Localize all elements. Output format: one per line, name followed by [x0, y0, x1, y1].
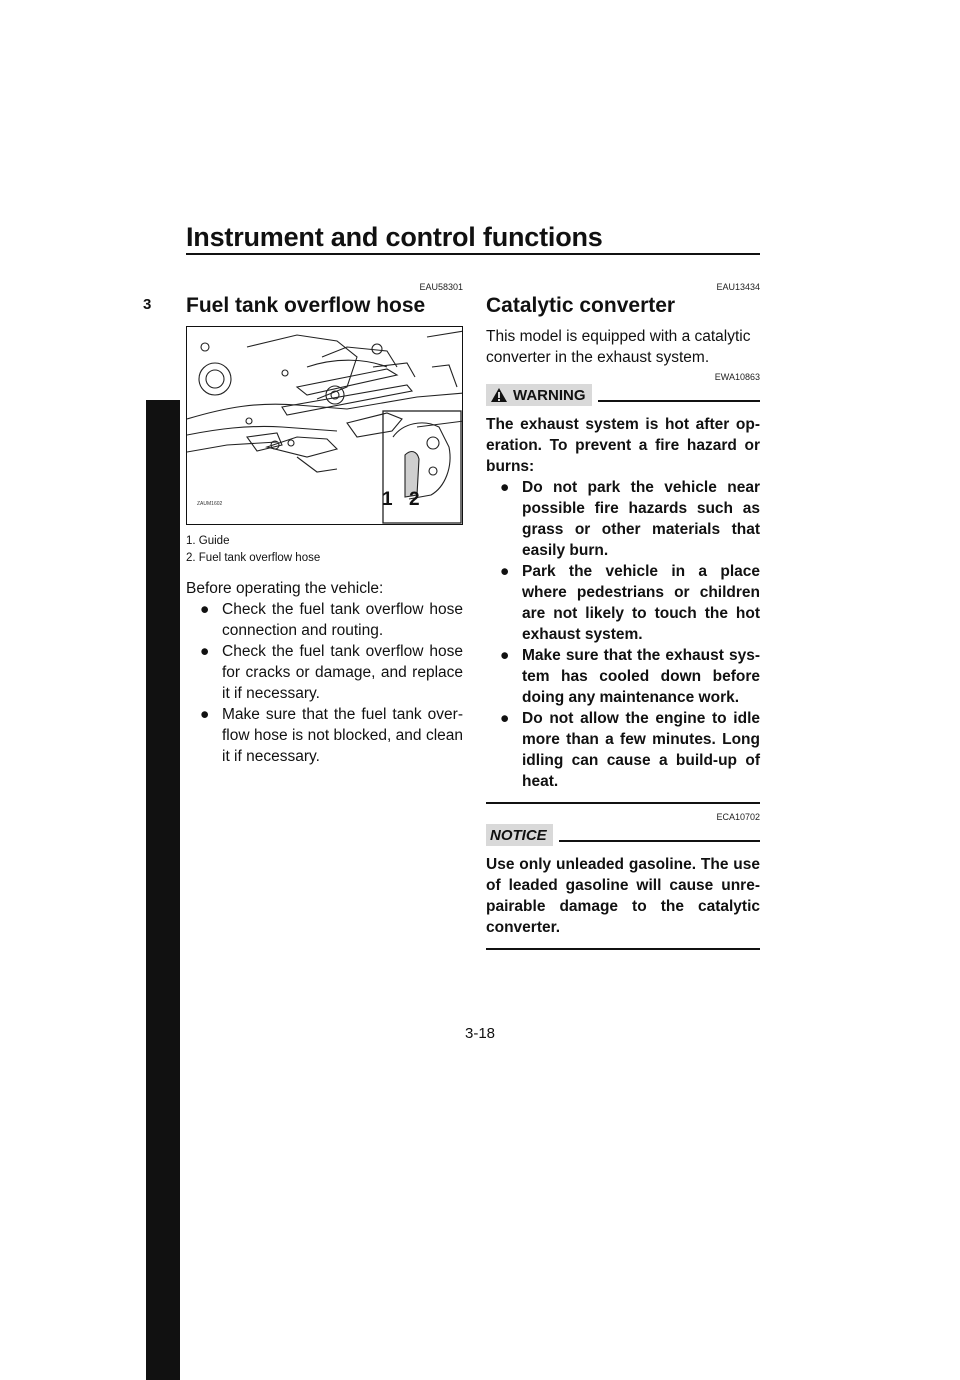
callout-1: 1 [382, 489, 393, 510]
section-heading-fuel-tank-overflow-hose: Fuel tank overflow hose [186, 294, 426, 317]
warning-text: The exhaust system is hot after op-eration. To prevent a fire hazard or burns: [486, 416, 760, 475]
right-column [486, 282, 760, 950]
warning-label-text: WARNING [513, 386, 586, 404]
list-item: ● Check the fuel tank overflow hose connection and routing. [200, 601, 463, 639]
warning-list [486, 477, 760, 792]
list-item: ● Do not allow the engine to idle more than a few minutes. Long idling can cause a build-up of heat. [500, 710, 760, 790]
bullet-icon: ● [500, 563, 510, 580]
bullet-icon: ● [500, 479, 510, 496]
left-column [186, 282, 463, 767]
caption-guide: 1. Guide [186, 535, 230, 547]
list-item: ● Park the vehicle in a place where pedestrians or children are not likely to touch the hot exhaust system. [500, 563, 760, 643]
figure-image-code: ZAUM1602 [197, 501, 223, 507]
page-number: 3-18 [464, 1025, 496, 1042]
section-heading-catalytic-converter: Catalytic converter [486, 294, 676, 317]
figure-captions [186, 533, 463, 567]
bullet-icon: ● [200, 601, 210, 618]
notice-code: ECA10702 [716, 812, 760, 822]
notice-text: Use only unleaded gasoline. The use of leaded gasoline will cause unre-pairable damage to the catalytic converter. [486, 856, 760, 936]
list-item: ● Make sure that the exhaust sys-tem has cooled down before doing any maintenance work. [500, 647, 760, 706]
notice-end-rule [486, 948, 760, 950]
bullet-icon: ● [500, 647, 510, 664]
bullet-icon: ● [200, 643, 210, 660]
motorcycle-footrest-illustration [187, 327, 463, 525]
section-code: EAU58301 [419, 282, 463, 292]
warning-header [486, 384, 760, 406]
warning-triangle-icon [490, 387, 508, 403]
page-title: Instrument and control functions [186, 222, 603, 252]
warning-code: EWA10863 [714, 372, 760, 382]
chapter-tab [146, 400, 180, 1380]
warning-label [486, 384, 592, 406]
notice-rule [559, 829, 760, 842]
section-code: EAU13434 [716, 282, 760, 292]
check-list [186, 599, 463, 767]
bullet-icon: ● [200, 706, 210, 723]
notice-label: NOTICE [486, 824, 553, 846]
bullet-icon: ● [500, 710, 510, 727]
caption-fuel-tank-overflow-hose: 2. Fuel tank overflow hose [186, 552, 321, 564]
chapter-number: 3 [143, 296, 152, 313]
notice-header [486, 824, 760, 846]
catalytic-intro-text: This model is equipped with a catalytic converter in the exhaust system. [486, 328, 751, 366]
warning-rule [598, 389, 761, 402]
figure-fuel-tank-overflow-hose [186, 326, 463, 525]
list-item: ● Do not park the vehicle near possible fire hazards such as grass or other materials that easily burn. [500, 479, 760, 559]
list-item: ● Make sure that the fuel tank over-flow hose is not blocked, and clean it if necessary. [200, 706, 463, 765]
title-rule [186, 253, 760, 255]
callout-2: 2 [409, 489, 420, 510]
list-item: ● Check the fuel tank overflow hose for cracks or damage, and replace it if necessary. [200, 643, 463, 702]
warning-end-rule [486, 802, 760, 804]
intro-text: Before operating the vehicle: [186, 580, 384, 597]
